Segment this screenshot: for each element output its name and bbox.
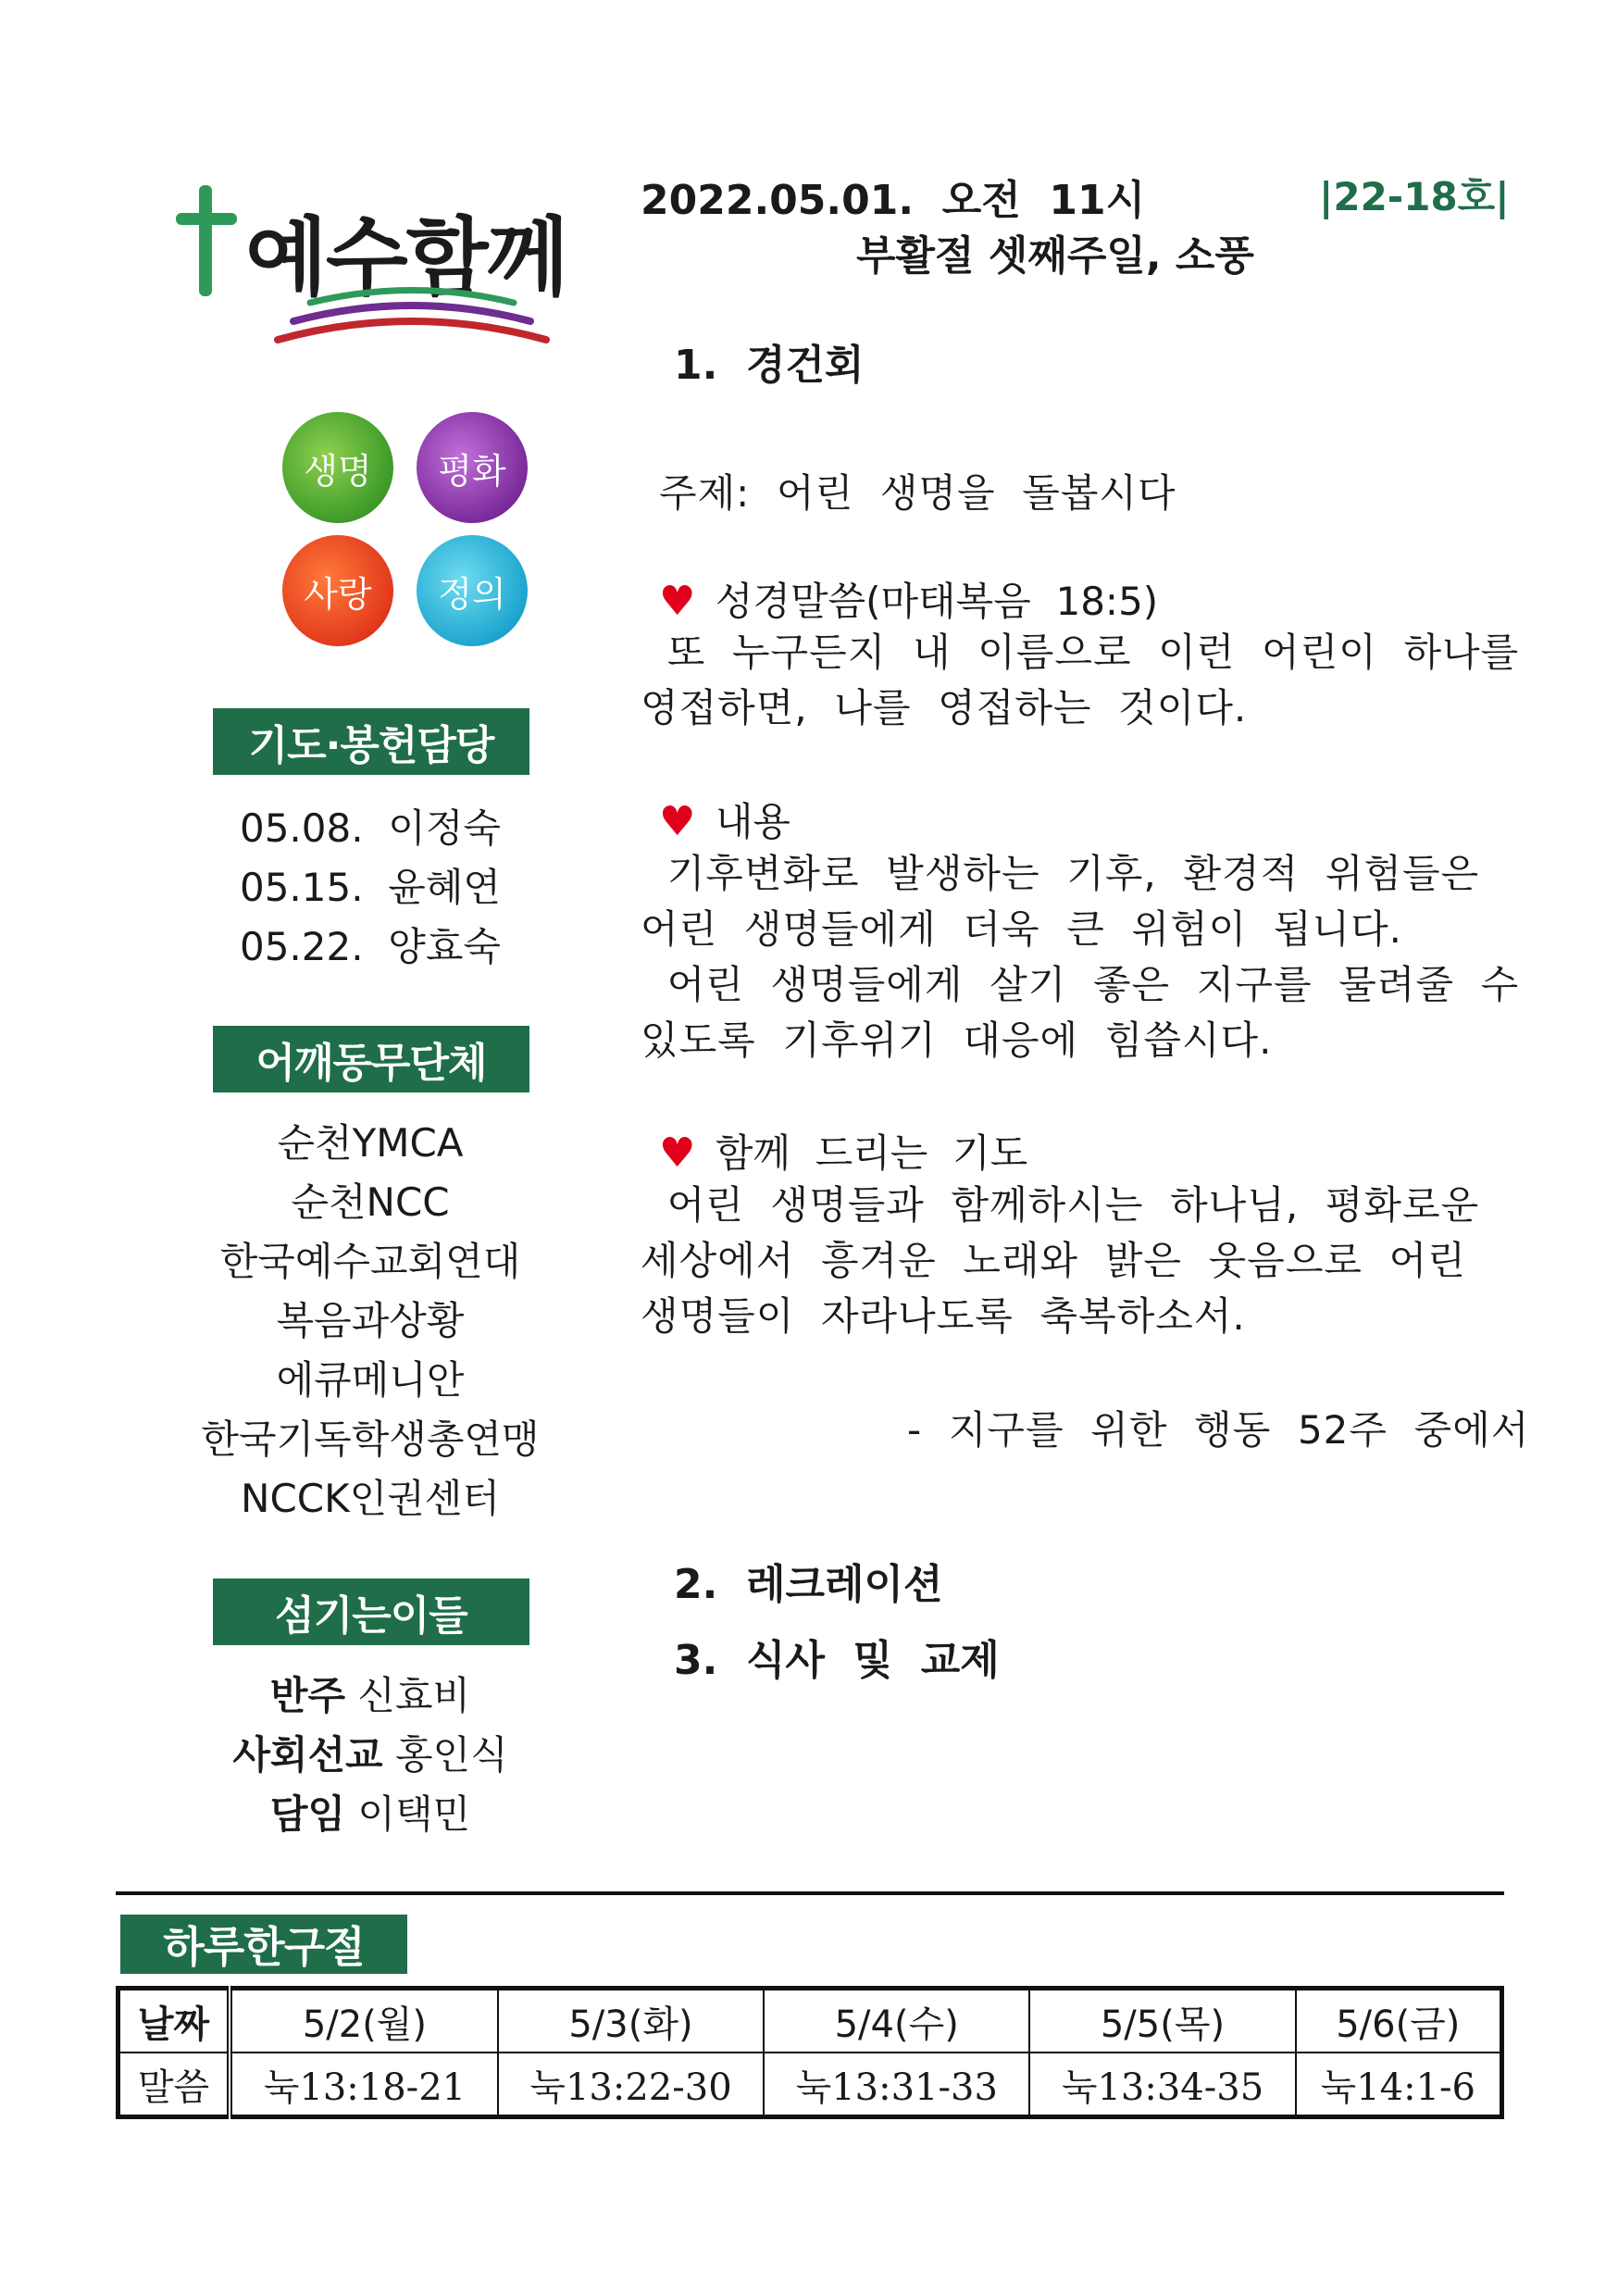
prayer-title-text: 함께 드리는 기도 bbox=[715, 1130, 1028, 1176]
table-cell: 눅13:22-30 bbox=[498, 2053, 764, 2117]
list-item bbox=[185, 1666, 555, 1726]
person-name: 신효비 bbox=[357, 1673, 471, 1718]
table-row bbox=[118, 2053, 1502, 2117]
list-item: 순천NCC bbox=[291, 1179, 450, 1225]
content-text bbox=[641, 846, 1519, 1068]
text-line: 세상에서 흥겨운 노래와 밝은 웃음으로 어린 bbox=[641, 1238, 1466, 1283]
church-logo bbox=[171, 181, 569, 375]
content-title-text: 내용 bbox=[715, 799, 790, 844]
servants-heading: 섬기는이들 bbox=[213, 1578, 529, 1645]
table-cell: 5/5(목) bbox=[1029, 1989, 1295, 2053]
section-2-heading: 2. 레크레이션 bbox=[674, 1561, 943, 1608]
value-circle-justice bbox=[417, 535, 528, 646]
value-label: 사랑 bbox=[304, 573, 372, 615]
daily-verse-table bbox=[116, 1986, 1504, 2119]
text-line: 기후변화로 발생하는 기후, 환경적 위험들은 bbox=[641, 851, 1480, 896]
table-cell: 눅13:34-35 bbox=[1029, 2053, 1295, 2117]
value-label: 생명 bbox=[304, 450, 372, 492]
theme-line: 주제: 어린 생명을 돌봅시다 bbox=[659, 470, 1176, 516]
text-line: 또 누구든지 내 이름으로 이런 어린이 하나를 bbox=[641, 630, 1520, 675]
row-header-date: 날짜 bbox=[118, 1989, 230, 2053]
partners-heading: 어깨동무단체 bbox=[213, 1026, 529, 1092]
table-cell: 눅13:31-33 bbox=[764, 2053, 1029, 2117]
value-label: 평화 bbox=[438, 450, 506, 492]
text-line: 어린 생명들에게 살기 좋은 지구를 물려줄 수 bbox=[641, 962, 1520, 1007]
list-item: 05.22. 양효숙 bbox=[239, 924, 501, 969]
role-label: 사회선교 bbox=[232, 1732, 383, 1778]
issue-number: |22-18호| bbox=[1319, 174, 1510, 219]
row-header-verse: 말씀 bbox=[118, 2053, 230, 2117]
table-row bbox=[118, 1989, 1502, 2053]
heart-icon: ♥ bbox=[659, 578, 696, 625]
text-line: 어린 생명들과 함께하시는 하나님, 평화로운 bbox=[641, 1182, 1480, 1228]
value-circle-love bbox=[282, 535, 393, 646]
list-item bbox=[185, 1785, 555, 1844]
source-line: - 지구를 위한 행동 52주 중에서 bbox=[907, 1407, 1530, 1453]
table-cell: 5/4(수) bbox=[764, 1989, 1029, 2053]
list-item: 에큐메니안 bbox=[276, 1357, 465, 1403]
heart-icon: ♥ bbox=[659, 1129, 696, 1177]
list-item: 순천YMCA bbox=[277, 1120, 464, 1166]
text-line: 생명들이 자라나도록 축복하소서. bbox=[641, 1293, 1246, 1339]
table-cell: 눅14:1-6 bbox=[1296, 2053, 1502, 2117]
partners-list bbox=[185, 1114, 555, 1529]
heart-icon: ♥ bbox=[659, 798, 696, 845]
value-circle-life bbox=[282, 412, 393, 523]
cross-icon bbox=[171, 185, 245, 296]
person-name: 이택민 bbox=[357, 1791, 471, 1837]
prayer-list bbox=[185, 799, 555, 977]
text-line: 어린 생명들에게 더욱 큰 위험이 됩니다. bbox=[641, 906, 1403, 952]
service-subtitle: 부활절 셋째주일, 소풍 bbox=[856, 232, 1254, 280]
text-line: 영접하면, 나를 영접하는 것이다. bbox=[641, 685, 1248, 730]
prayer-title bbox=[659, 1123, 1027, 1179]
list-item bbox=[185, 1726, 555, 1785]
value-label: 정의 bbox=[438, 573, 506, 615]
list-item: 한국예수교회연대 bbox=[219, 1239, 521, 1284]
text-line: 있도록 기후위기 대응에 힘씁시다. bbox=[641, 1017, 1273, 1063]
prayer-text bbox=[641, 1178, 1479, 1344]
scripture-title bbox=[659, 571, 1158, 627]
table-cell: 5/3(화) bbox=[498, 1989, 764, 2053]
list-item: 05.15. 윤혜연 bbox=[239, 865, 501, 910]
section-3-heading: 3. 식사 및 교제 bbox=[674, 1637, 1000, 1684]
list-item: 복음과상황 bbox=[276, 1298, 465, 1343]
logo-arcs bbox=[273, 282, 551, 370]
list-item: 05.08. 이정숙 bbox=[239, 805, 501, 851]
table-cell: 눅13:18-21 bbox=[230, 2053, 498, 2117]
list-item: NCCK인권센터 bbox=[241, 1476, 500, 1521]
scripture-text bbox=[641, 625, 1519, 736]
role-label: 반주 bbox=[269, 1673, 346, 1718]
service-date: 2022.05.01. 오전 11시 bbox=[641, 177, 1146, 224]
scripture-title-text: 성경말씀(마태복음 18:5) bbox=[715, 579, 1159, 624]
content-title bbox=[659, 792, 790, 847]
role-label: 담임 bbox=[269, 1791, 346, 1837]
table-cell: 5/2(월) bbox=[230, 1989, 498, 2053]
section-1-heading: 1. 경건회 bbox=[674, 342, 865, 389]
prayer-heading: 기도·봉헌담당 bbox=[213, 708, 529, 775]
person-name: 홍인식 bbox=[394, 1732, 508, 1778]
logo-title: 예수함께 bbox=[245, 208, 567, 307]
list-item: 한국기독학생총연맹 bbox=[201, 1416, 540, 1462]
value-circle-peace bbox=[417, 412, 528, 523]
table-cell: 5/6(금) bbox=[1296, 1989, 1502, 2053]
servants-list bbox=[185, 1666, 555, 1844]
daily-verse-heading: 하루한구절 bbox=[120, 1915, 407, 1974]
divider bbox=[116, 1891, 1504, 1895]
